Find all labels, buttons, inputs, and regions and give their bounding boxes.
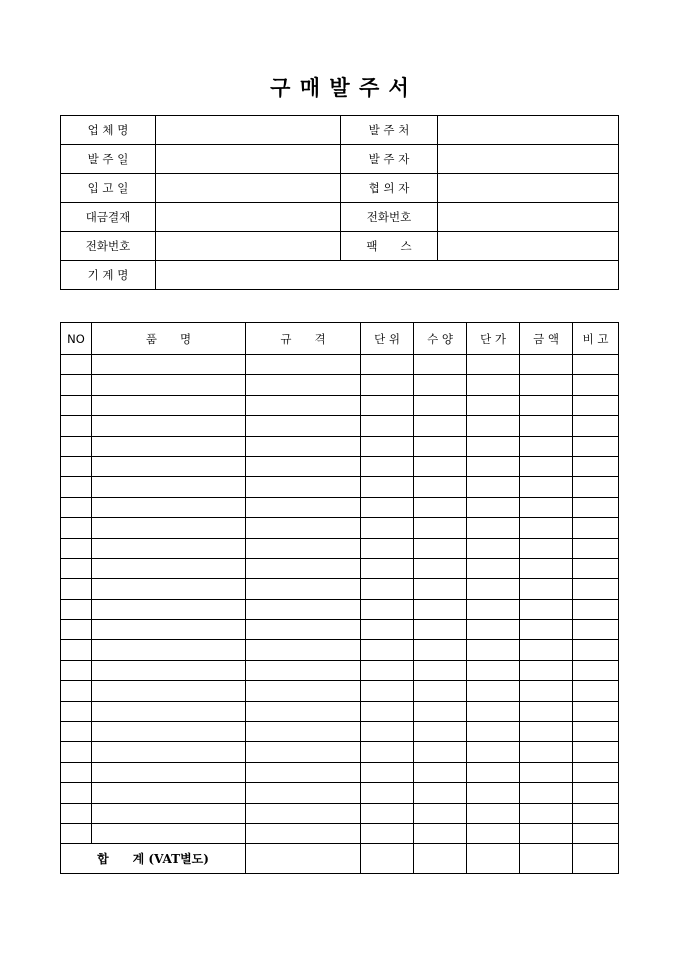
payment-field[interactable] bbox=[156, 203, 341, 232]
cell-spec[interactable] bbox=[246, 742, 361, 762]
info-row bbox=[61, 116, 619, 145]
cell-unit-price[interactable] bbox=[467, 355, 520, 375]
table-row bbox=[61, 722, 619, 742]
items-body bbox=[61, 355, 619, 844]
cell-remarks[interactable] bbox=[573, 599, 619, 619]
cell-no[interactable] bbox=[61, 579, 92, 599]
cell-unit-price[interactable] bbox=[467, 742, 520, 762]
label-receipt-date: 입 고 일 bbox=[61, 174, 156, 203]
cell-no[interactable] bbox=[61, 375, 92, 395]
cell-amount[interactable] bbox=[520, 558, 573, 578]
cell-remarks[interactable] bbox=[573, 518, 619, 538]
cell-no[interactable] bbox=[61, 803, 92, 823]
cell-quantity[interactable] bbox=[414, 701, 467, 721]
cell-unit-price[interactable] bbox=[467, 660, 520, 680]
cell-spec[interactable] bbox=[246, 518, 361, 538]
cell-quantity[interactable] bbox=[414, 579, 467, 599]
cell-unit-price[interactable] bbox=[467, 681, 520, 701]
cell-unit[interactable] bbox=[361, 681, 414, 701]
cell-unit[interactable] bbox=[361, 456, 414, 476]
cell-quantity[interactable] bbox=[414, 477, 467, 497]
cell-item-name[interactable] bbox=[92, 436, 246, 456]
cell-unit-price[interactable] bbox=[467, 823, 520, 843]
info-row bbox=[61, 174, 619, 203]
label-fax: 팩 스 bbox=[341, 232, 438, 261]
total-cell[interactable] bbox=[573, 844, 619, 874]
receipt-date-field[interactable] bbox=[156, 174, 341, 203]
cell-amount[interactable] bbox=[520, 477, 573, 497]
cell-amount[interactable] bbox=[520, 355, 573, 375]
cell-remarks[interactable] bbox=[573, 701, 619, 721]
total-cell[interactable] bbox=[414, 844, 467, 874]
cell-spec[interactable] bbox=[246, 416, 361, 436]
cell-quantity[interactable] bbox=[414, 355, 467, 375]
cell-remarks[interactable] bbox=[573, 558, 619, 578]
cell-spec[interactable] bbox=[246, 722, 361, 742]
ordering-party-field[interactable] bbox=[438, 116, 619, 145]
cell-spec[interactable] bbox=[246, 558, 361, 578]
label-consultant: 협 의 자 bbox=[341, 174, 438, 203]
cell-quantity[interactable] bbox=[414, 538, 467, 558]
total-cell[interactable] bbox=[246, 844, 361, 874]
cell-spec[interactable] bbox=[246, 579, 361, 599]
cell-remarks[interactable] bbox=[573, 497, 619, 517]
table-row bbox=[61, 477, 619, 497]
info-row bbox=[61, 145, 619, 174]
cell-unit-price[interactable] bbox=[467, 416, 520, 436]
cell-unit[interactable] bbox=[361, 436, 414, 456]
cell-remarks[interactable] bbox=[573, 416, 619, 436]
cell-quantity[interactable] bbox=[414, 416, 467, 436]
info-row bbox=[61, 261, 619, 290]
table-row bbox=[61, 416, 619, 436]
cell-amount[interactable] bbox=[520, 762, 573, 782]
cell-unit-price[interactable] bbox=[467, 701, 520, 721]
table-row bbox=[61, 599, 619, 619]
cell-remarks[interactable] bbox=[573, 660, 619, 680]
table-row bbox=[61, 803, 619, 823]
cell-remarks[interactable] bbox=[573, 681, 619, 701]
cell-quantity[interactable] bbox=[414, 640, 467, 660]
cell-remarks[interactable] bbox=[573, 538, 619, 558]
cell-unit-price[interactable] bbox=[467, 599, 520, 619]
cell-no[interactable] bbox=[61, 436, 92, 456]
table-row bbox=[61, 355, 619, 375]
table-row bbox=[61, 640, 619, 660]
cell-item-name[interactable] bbox=[92, 722, 246, 742]
cell-spec[interactable] bbox=[246, 803, 361, 823]
cell-remarks[interactable] bbox=[573, 477, 619, 497]
cell-no[interactable] bbox=[61, 742, 92, 762]
cell-unit-price[interactable] bbox=[467, 395, 520, 415]
label-phone-left: 전화번호 bbox=[61, 232, 156, 261]
cell-quantity[interactable] bbox=[414, 497, 467, 517]
table-row bbox=[61, 762, 619, 782]
cell-amount[interactable] bbox=[520, 599, 573, 619]
cell-amount[interactable] bbox=[520, 803, 573, 823]
order-date-field[interactable] bbox=[156, 145, 341, 174]
cell-quantity[interactable] bbox=[414, 722, 467, 742]
cell-spec[interactable] bbox=[246, 497, 361, 517]
cell-quantity[interactable] bbox=[414, 599, 467, 619]
table-row bbox=[61, 375, 619, 395]
label-ordering-party: 발 주 처 bbox=[341, 116, 438, 145]
cell-quantity[interactable] bbox=[414, 558, 467, 578]
cell-item-name[interactable] bbox=[92, 599, 246, 619]
cell-no[interactable] bbox=[61, 701, 92, 721]
cell-amount[interactable] bbox=[520, 456, 573, 476]
consultant-field[interactable] bbox=[438, 174, 619, 203]
cell-no[interactable] bbox=[61, 395, 92, 415]
cell-unit[interactable] bbox=[361, 497, 414, 517]
cell-unit-price[interactable] bbox=[467, 477, 520, 497]
cell-unit-price[interactable] bbox=[467, 762, 520, 782]
total-cell[interactable] bbox=[467, 844, 520, 874]
table-row bbox=[61, 538, 619, 558]
cell-remarks[interactable] bbox=[573, 803, 619, 823]
cell-amount[interactable] bbox=[520, 395, 573, 415]
header-unit-price: 단 가 bbox=[467, 323, 520, 355]
cell-amount[interactable] bbox=[520, 640, 573, 660]
cell-amount[interactable] bbox=[520, 518, 573, 538]
document-title: 구 매 발 주 서 bbox=[270, 75, 410, 100]
cell-spec[interactable] bbox=[246, 681, 361, 701]
cell-unit[interactable] bbox=[361, 477, 414, 497]
table-row bbox=[61, 660, 619, 680]
cell-item-name[interactable] bbox=[92, 803, 246, 823]
header-quantity: 수 양 bbox=[414, 323, 467, 355]
cell-spec[interactable] bbox=[246, 660, 361, 680]
table-row bbox=[61, 456, 619, 476]
cell-quantity[interactable] bbox=[414, 823, 467, 843]
cell-unit-price[interactable] bbox=[467, 783, 520, 803]
cell-unit-price[interactable] bbox=[467, 497, 520, 517]
order-info-table bbox=[60, 115, 619, 290]
header-item-name: 품 명 bbox=[92, 323, 246, 355]
cell-spec[interactable] bbox=[246, 477, 361, 497]
cell-no[interactable] bbox=[61, 518, 92, 538]
cell-item-name[interactable] bbox=[92, 416, 246, 436]
cell-spec[interactable] bbox=[246, 456, 361, 476]
label-order-date: 발 주 일 bbox=[61, 145, 156, 174]
header-unit: 단 위 bbox=[361, 323, 414, 355]
cell-item-name[interactable] bbox=[92, 538, 246, 558]
label-machine-name: 기 계 명 bbox=[61, 261, 156, 290]
header-amount: 금 액 bbox=[520, 323, 573, 355]
cell-unit-price[interactable] bbox=[467, 456, 520, 476]
header-remarks: 비 고 bbox=[573, 323, 619, 355]
cell-unit[interactable] bbox=[361, 660, 414, 680]
cell-amount[interactable] bbox=[520, 416, 573, 436]
cell-no[interactable] bbox=[61, 558, 92, 578]
cell-spec[interactable] bbox=[246, 783, 361, 803]
cell-quantity[interactable] bbox=[414, 456, 467, 476]
cell-unit[interactable] bbox=[361, 722, 414, 742]
cell-unit[interactable] bbox=[361, 803, 414, 823]
cell-unit-price[interactable] bbox=[467, 518, 520, 538]
header-spec: 규 격 bbox=[246, 323, 361, 355]
cell-amount[interactable] bbox=[520, 538, 573, 558]
cell-amount[interactable] bbox=[520, 823, 573, 843]
cell-remarks[interactable] bbox=[573, 395, 619, 415]
cell-item-name[interactable] bbox=[92, 620, 246, 640]
fax-field[interactable] bbox=[438, 232, 619, 261]
cell-unit[interactable] bbox=[361, 395, 414, 415]
cell-amount[interactable] bbox=[520, 497, 573, 517]
cell-item-name[interactable] bbox=[92, 477, 246, 497]
cell-unit[interactable] bbox=[361, 579, 414, 599]
cell-remarks[interactable] bbox=[573, 355, 619, 375]
cell-no[interactable] bbox=[61, 660, 92, 680]
cell-unit[interactable] bbox=[361, 518, 414, 538]
cell-item-name[interactable] bbox=[92, 783, 246, 803]
cell-unit-price[interactable] bbox=[467, 375, 520, 395]
label-phone-right: 전화번호 bbox=[341, 203, 438, 232]
cell-spec[interactable] bbox=[246, 620, 361, 640]
cell-amount[interactable] bbox=[520, 375, 573, 395]
cell-quantity[interactable] bbox=[414, 681, 467, 701]
phone-left-field[interactable] bbox=[156, 232, 341, 261]
cell-amount[interactable] bbox=[520, 742, 573, 762]
cell-unit-price[interactable] bbox=[467, 722, 520, 742]
cell-spec[interactable] bbox=[246, 355, 361, 375]
total-cell[interactable] bbox=[520, 844, 573, 874]
cell-unit[interactable] bbox=[361, 355, 414, 375]
cell-unit[interactable] bbox=[361, 375, 414, 395]
cell-spec[interactable] bbox=[246, 701, 361, 721]
cell-item-name[interactable] bbox=[92, 395, 246, 415]
cell-unit[interactable] bbox=[361, 538, 414, 558]
cell-quantity[interactable] bbox=[414, 660, 467, 680]
table-row bbox=[61, 681, 619, 701]
phone-right-field[interactable] bbox=[438, 203, 619, 232]
cell-item-name[interactable] bbox=[92, 579, 246, 599]
cell-item-name[interactable] bbox=[92, 640, 246, 660]
cell-remarks[interactable] bbox=[573, 722, 619, 742]
cell-unit[interactable] bbox=[361, 620, 414, 640]
cell-remarks[interactable] bbox=[573, 783, 619, 803]
cell-no[interactable] bbox=[61, 599, 92, 619]
cell-quantity[interactable] bbox=[414, 395, 467, 415]
cell-quantity[interactable] bbox=[414, 375, 467, 395]
table-row bbox=[61, 742, 619, 762]
cell-item-name[interactable] bbox=[92, 660, 246, 680]
cell-item-name[interactable] bbox=[92, 701, 246, 721]
cell-unit[interactable] bbox=[361, 558, 414, 578]
table-row bbox=[61, 558, 619, 578]
cell-no[interactable] bbox=[61, 497, 92, 517]
cell-quantity[interactable] bbox=[414, 742, 467, 762]
company-name-field[interactable] bbox=[156, 116, 341, 145]
cell-unit[interactable] bbox=[361, 599, 414, 619]
cell-unit[interactable] bbox=[361, 416, 414, 436]
cell-spec[interactable] bbox=[246, 538, 361, 558]
cell-no[interactable] bbox=[61, 477, 92, 497]
cell-spec[interactable] bbox=[246, 395, 361, 415]
cell-no[interactable] bbox=[61, 762, 92, 782]
cell-quantity[interactable] bbox=[414, 518, 467, 538]
cell-remarks[interactable] bbox=[573, 456, 619, 476]
label-payment: 대금결재 bbox=[61, 203, 156, 232]
cell-amount[interactable] bbox=[520, 783, 573, 803]
total-label: 합 계 (VAT별도) bbox=[61, 844, 246, 874]
cell-remarks[interactable] bbox=[573, 640, 619, 660]
cell-no[interactable] bbox=[61, 416, 92, 436]
info-row bbox=[61, 203, 619, 232]
cell-amount[interactable] bbox=[520, 701, 573, 721]
cell-no[interactable] bbox=[61, 456, 92, 476]
cell-item-name[interactable] bbox=[92, 375, 246, 395]
cell-no[interactable] bbox=[61, 823, 92, 843]
total-row bbox=[61, 844, 619, 874]
cell-quantity[interactable] bbox=[414, 783, 467, 803]
cell-item-name[interactable] bbox=[92, 456, 246, 476]
cell-remarks[interactable] bbox=[573, 436, 619, 456]
cell-spec[interactable] bbox=[246, 762, 361, 782]
cell-remarks[interactable] bbox=[573, 762, 619, 782]
table-row bbox=[61, 620, 619, 640]
items-table bbox=[60, 322, 619, 874]
cell-remarks[interactable] bbox=[573, 375, 619, 395]
cell-no[interactable] bbox=[61, 640, 92, 660]
cell-amount[interactable] bbox=[520, 579, 573, 599]
cell-unit-price[interactable] bbox=[467, 579, 520, 599]
info-row bbox=[61, 232, 619, 261]
cell-unit-price[interactable] bbox=[467, 436, 520, 456]
cell-quantity[interactable] bbox=[414, 803, 467, 823]
cell-no[interactable] bbox=[61, 783, 92, 803]
cell-no[interactable] bbox=[61, 355, 92, 375]
cell-no[interactable] bbox=[61, 538, 92, 558]
cell-unit[interactable] bbox=[361, 823, 414, 843]
cell-no[interactable] bbox=[61, 681, 92, 701]
cell-quantity[interactable] bbox=[414, 436, 467, 456]
cell-unit[interactable] bbox=[361, 701, 414, 721]
cell-item-name[interactable] bbox=[92, 558, 246, 578]
cell-spec[interactable] bbox=[246, 599, 361, 619]
cell-unit-price[interactable] bbox=[467, 538, 520, 558]
cell-remarks[interactable] bbox=[573, 620, 619, 640]
cell-amount[interactable] bbox=[520, 681, 573, 701]
header-no: NO bbox=[61, 323, 92, 355]
cell-quantity[interactable] bbox=[414, 620, 467, 640]
cell-item-name[interactable] bbox=[92, 355, 246, 375]
cell-remarks[interactable] bbox=[573, 742, 619, 762]
cell-item-name[interactable] bbox=[92, 762, 246, 782]
cell-spec[interactable] bbox=[246, 640, 361, 660]
cell-spec[interactable] bbox=[246, 375, 361, 395]
cell-amount[interactable] bbox=[520, 620, 573, 640]
total-cell[interactable] bbox=[361, 844, 414, 874]
cell-unit[interactable] bbox=[361, 762, 414, 782]
cell-amount[interactable] bbox=[520, 722, 573, 742]
cell-quantity[interactable] bbox=[414, 762, 467, 782]
cell-remarks[interactable] bbox=[573, 579, 619, 599]
orderer-field[interactable] bbox=[438, 145, 619, 174]
cell-remarks[interactable] bbox=[573, 823, 619, 843]
cell-unit[interactable] bbox=[361, 640, 414, 660]
table-row bbox=[61, 395, 619, 415]
cell-unit[interactable] bbox=[361, 783, 414, 803]
table-row bbox=[61, 518, 619, 538]
table-row bbox=[61, 436, 619, 456]
cell-item-name[interactable] bbox=[92, 823, 246, 843]
cell-spec[interactable] bbox=[246, 436, 361, 456]
items-header-row bbox=[61, 323, 619, 355]
machine-name-field[interactable] bbox=[156, 261, 619, 290]
label-orderer: 발 주 자 bbox=[341, 145, 438, 174]
table-row bbox=[61, 497, 619, 517]
cell-amount[interactable] bbox=[520, 660, 573, 680]
cell-unit-price[interactable] bbox=[467, 803, 520, 823]
cell-item-name[interactable] bbox=[92, 518, 246, 538]
label-company-name: 업 체 명 bbox=[61, 116, 156, 145]
cell-no[interactable] bbox=[61, 620, 92, 640]
cell-unit[interactable] bbox=[361, 742, 414, 762]
cell-unit-price[interactable] bbox=[467, 558, 520, 578]
cell-unit-price[interactable] bbox=[467, 640, 520, 660]
cell-amount[interactable] bbox=[520, 436, 573, 456]
table-row bbox=[61, 579, 619, 599]
cell-no[interactable] bbox=[61, 722, 92, 742]
table-row bbox=[61, 783, 619, 803]
cell-item-name[interactable] bbox=[92, 681, 246, 701]
cell-item-name[interactable] bbox=[92, 497, 246, 517]
cell-item-name[interactable] bbox=[92, 742, 246, 762]
table-row bbox=[61, 823, 619, 843]
table-row bbox=[61, 701, 619, 721]
cell-spec[interactable] bbox=[246, 823, 361, 843]
cell-unit-price[interactable] bbox=[467, 620, 520, 640]
